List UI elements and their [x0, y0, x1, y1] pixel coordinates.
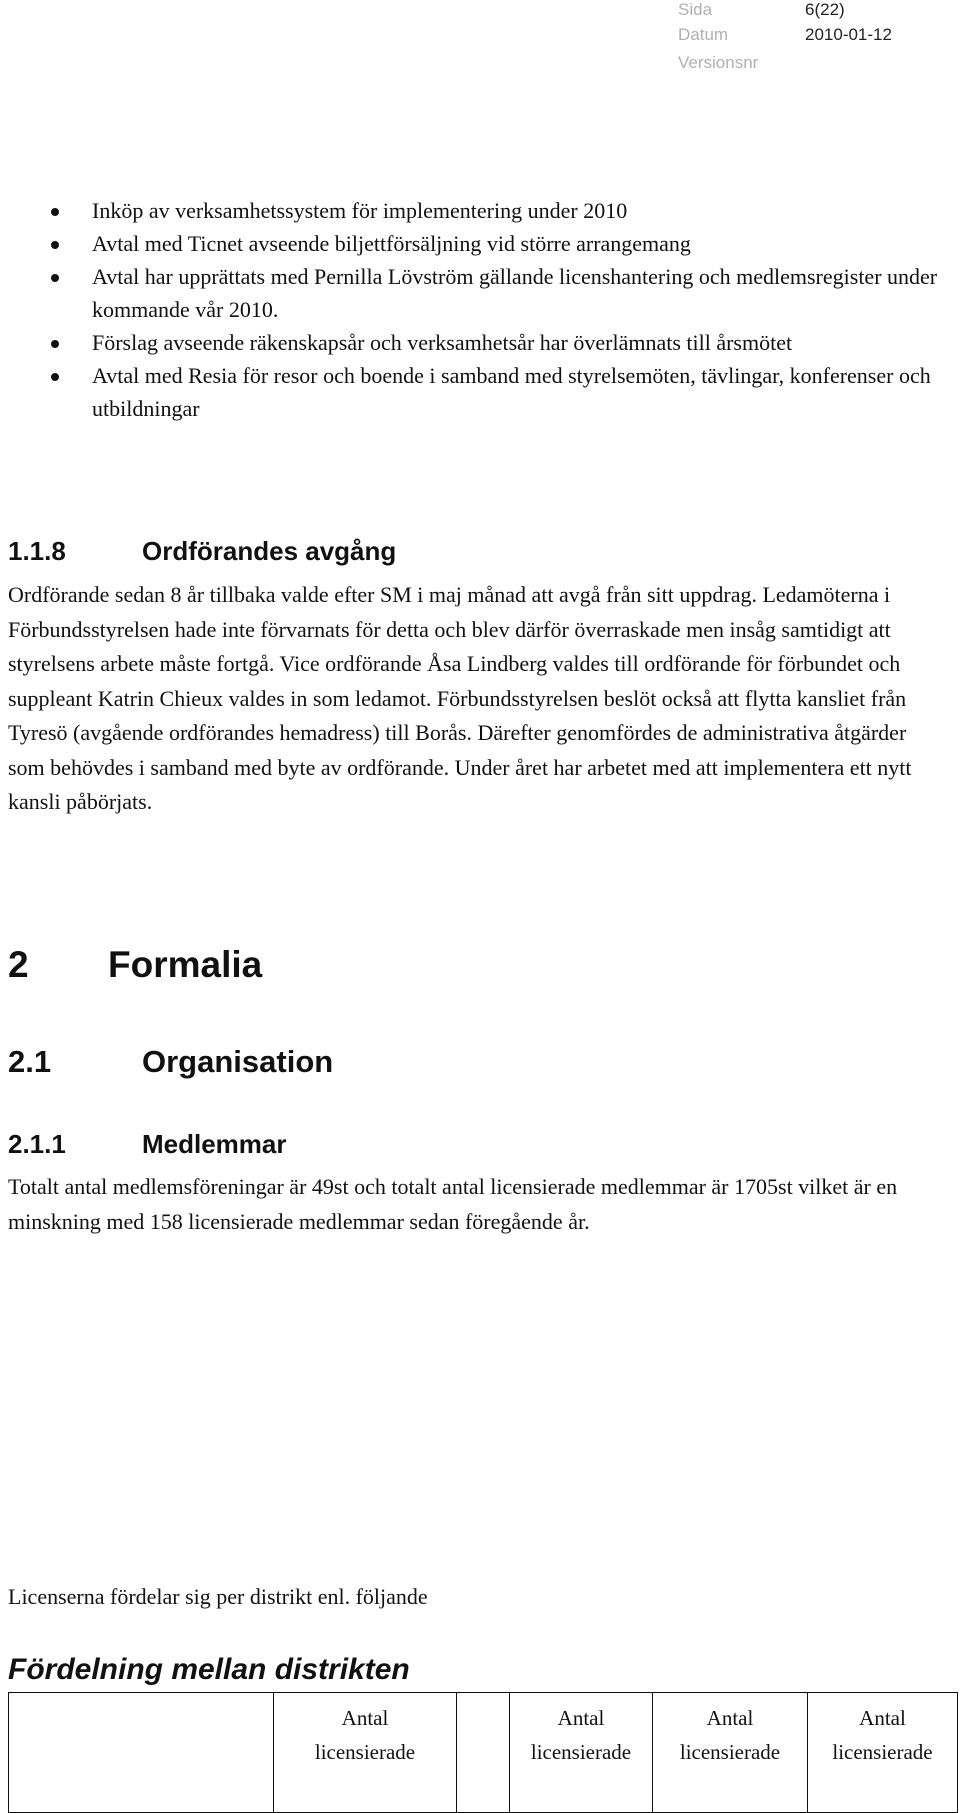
- section-number: 1.1.8: [8, 536, 66, 566]
- version-label: Versionsnr: [678, 53, 759, 72]
- list-item: Inköp av verksamhetssystem för implementering under 2010: [0, 194, 940, 227]
- section-title: Ordförandes avgång: [142, 536, 397, 566]
- section-heading-ordforandes-avgang: [8, 536, 396, 567]
- column-label-line2: licensierade: [530, 1740, 632, 1764]
- column-label-line1: Antal: [706, 1706, 754, 1730]
- list-item: Avtal har upprättats med Pernilla Lövström gällande licenshantering och medlemsregister under kommande vår 2010.: [0, 260, 940, 326]
- section-title: Formalia: [108, 944, 263, 985]
- distribution-table: [8, 1692, 958, 1813]
- table-cell-district: [9, 1693, 274, 1813]
- date-label: Datum: [678, 25, 729, 44]
- section-number: 2: [8, 944, 29, 985]
- table-header-cell: [510, 1693, 653, 1813]
- list-item: Avtal med Ticnet avseende biljettförsäljning vid större arrangemang: [0, 227, 940, 260]
- column-label-line2: licensierade: [679, 1740, 781, 1764]
- page-number-label: Sida: [678, 0, 713, 19]
- licenses-intro: Licenserna fördelar sig per distrikt enl. följande: [8, 1584, 428, 1609]
- column-label-line1: Antal: [341, 1706, 389, 1730]
- section-title: Medlemmar: [142, 1129, 287, 1159]
- list-item: Avtal med Resia för resor och boende i samband med styrelsemöten, tävlingar, konferenser och utbildningar: [0, 359, 940, 425]
- column-label-line1: Antal: [859, 1706, 906, 1730]
- table-header-cell: [808, 1693, 958, 1813]
- table-header-row: [9, 1693, 958, 1813]
- page-number-value: 6(22): [805, 0, 845, 19]
- section-title: Organisation: [142, 1044, 334, 1079]
- body-paragraph: Totalt antal medlemsföreningar är 49st och totalt antal licensierade medlemmar är 1705st vilket är en minskning med 158 licensierade medlemmar sedan föregående år.: [8, 1174, 898, 1234]
- table-cell-empty: [457, 1693, 510, 1813]
- section-heading-medlemmar: [8, 1129, 287, 1160]
- section-number: 2.1.1: [8, 1129, 66, 1159]
- bullet-list: [0, 194, 940, 425]
- distribution-title: Fördelning mellan distrikten: [8, 1653, 410, 1686]
- table-header-cell: [653, 1693, 808, 1813]
- list-item: Förslag avseende räkenskapsår och verksamhetsår har överlämnats till årsmötet: [0, 326, 940, 359]
- section-number: 2.1: [8, 1044, 52, 1079]
- table-header-cell: [274, 1693, 457, 1813]
- date-value: 2010-01-12: [805, 25, 892, 44]
- section-heading-organisation: [8, 1044, 333, 1080]
- column-label-line1: Antal: [557, 1706, 605, 1730]
- column-label-line2: licensierade: [832, 1740, 933, 1764]
- column-label-line2: licensierade: [314, 1740, 416, 1764]
- section-heading-formalia: [8, 944, 262, 986]
- body-paragraph: Ordförande sedan 8 år tillbaka valde efter SM i maj månad att avgå från sitt uppdrag. Ledamöterna i Förbundsstyrelsen hade inte förvarnats för detta och blev därför överraskade men insåg samtidigt att styrelsens arbete måste fortgå. Vice ordförande Åsa Lindberg valdes till ordförande för förbundet och suppleant Katrin Chieux valdes in som ledamot. Förbundsstyrelsen beslöt också att flytta kansliet från Tyresö (avgående ordförandes hemadress) till Borås. Därefter genomfördes de administrativa åtgärder som behövdes i samband med byte av ordförande. Under året har arbetet med att implementera ett nytt kansli påbörjats.: [8, 582, 912, 814]
